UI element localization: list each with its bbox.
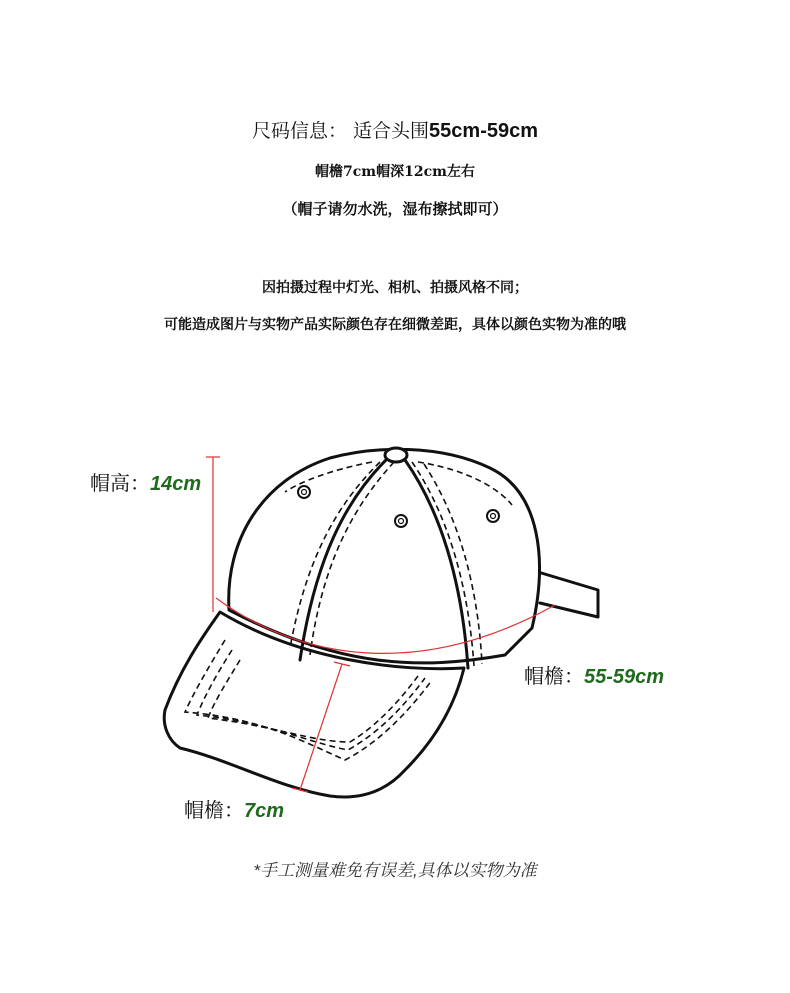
size-info-label: 尺码信息： bbox=[251, 120, 347, 142]
color-note-line1: 因拍摄过程中灯光、相机、拍摄风格不同； bbox=[262, 280, 528, 296]
eyelet-right bbox=[487, 510, 499, 522]
fit-label: 适合头围 bbox=[353, 120, 430, 142]
brim-depth-spec: 帽檐7cm帽深12cm左右 bbox=[315, 164, 475, 180]
circumference-value: 55-59cm bbox=[584, 666, 665, 688]
circumference-label: 帽檐：55-59cm bbox=[524, 666, 665, 688]
cap-crown bbox=[229, 449, 540, 663]
color-note-line2: 可能造成图片与实物产品实际颜色存在细微差距，具体以颜色实物为准的哦 bbox=[164, 317, 626, 333]
fit-range: 55cm-59cm bbox=[429, 120, 539, 142]
cap-button bbox=[385, 448, 407, 462]
brim-label: 帽檐：7cm bbox=[184, 800, 285, 822]
care-instruction: （帽子请勿水洗，湿布擦拭即可） bbox=[282, 200, 508, 218]
height-label: 帽高：14cm bbox=[90, 473, 202, 495]
cap-back-strap bbox=[538, 572, 598, 617]
brim-value: 7cm bbox=[244, 800, 285, 822]
eyelet-left bbox=[298, 486, 310, 498]
measurement-disclaimer: *手工测量难免有误差,具体以实物为准 bbox=[253, 861, 537, 880]
height-value: 14cm bbox=[150, 473, 202, 495]
eyelet-center bbox=[395, 515, 407, 527]
